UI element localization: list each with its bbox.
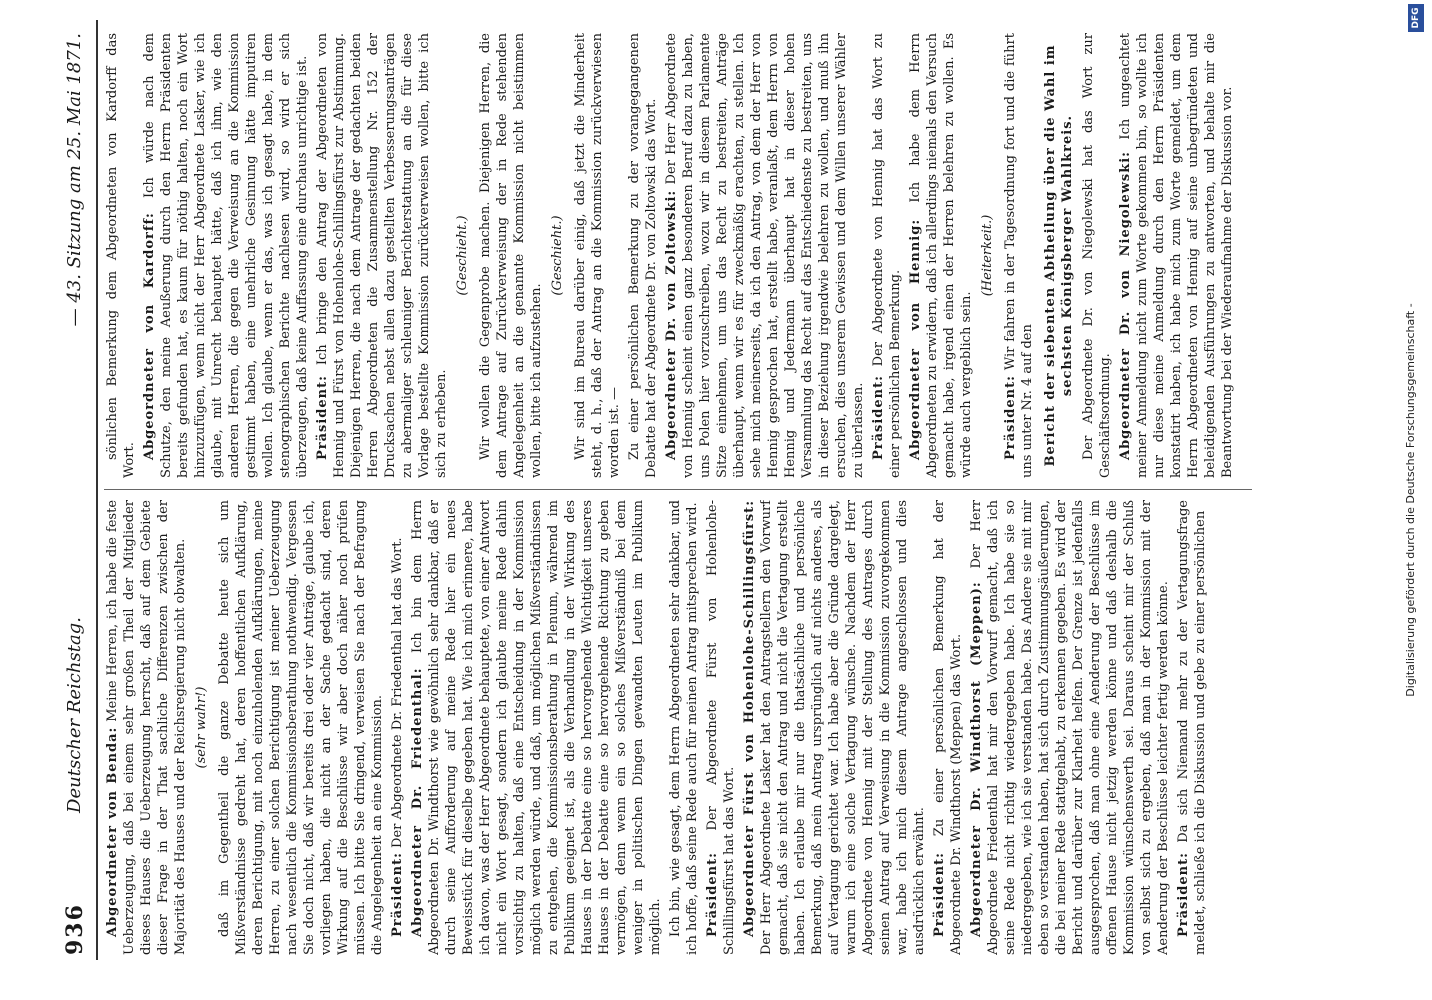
- paragraph: [907, 33, 975, 478]
- paragraph: [663, 33, 867, 478]
- column-divider: [104, 489, 1252, 490]
- paragraph-text: Der Abgeordnete von Hennig hat das Wort zu einer persönlichen Bemerkung.: [871, 33, 903, 478]
- paragraph: [216, 500, 386, 955]
- stage-note: (Geschieht.): [550, 215, 565, 296]
- paragraph-text: Wir fahren in der Tagesordnung fort und die führt uns unter Nr. 4 auf den: [1003, 33, 1035, 478]
- journal-title: Deutscher Reichstag.: [64, 617, 85, 813]
- paragraph-text: Ich bin dem Herrn Abgeordneten Dr. Windthorst wie gewöhnlich sehr dankbar, daß er durch seine Aufforderung auf meine Rede hier ein neues Beweisstück für dieselbe gegeben hat. Wie ich mich erinnere, habe ich davon, was der Herr Abgeordnete behauptete, von einer Antwort nicht ein Wort gesagt, sondern ich glaubte meine Rede dahin vorsichtig zu halten, daß eine Entscheidung in der Kommission möglich werden würde, und daß, um möglichen Mißverständnissen zu entgehen, die Kommissionsberathung in Plenum, während im Publikum geeignet ist, als die Verhandlung in der Wirkung des Hauses in der Debatte eine so hervorgehende Wichtigkeit unseres Hauses in der Debatte eine so hervorgehende Richtung zu geben vermögen, denn wenn ein so solches Mißverständniß bei dem weniger in politischen Dingen gewandten Leuten im Publikum möglich.: [410, 500, 663, 955]
- paragraph: [870, 33, 904, 478]
- speaker-name: Abgeordneter von Kardorff:: [142, 212, 157, 460]
- paragraph-text: Ich ungeachtet meiner Anmeldung nicht zum Worte gekommen bin, so wollte ich nur diese meine Anmeldung durch den Herrn Präsidenten konstatirt haben, ich habe mich zum Worte gemeldet, um dem Herrn Abgeordneten von Hennig auf seine unbegründeten und beleidigenden Ausführungen zu antworten, und behalte mir die Beantwortung bei der Wiederaufnahme der Diskussion vor.: [1118, 33, 1235, 478]
- paragraph-text: Ich habe dem Herrn Abgeordneten zu erwidern, daß ich allerdings niemals den Versuch gemacht habe, irgend einen der Herren belehren zu wollen. Es würde auch vergeblich sein.: [908, 33, 974, 478]
- speaker-name: Präsident:: [390, 852, 405, 937]
- header-rule: [96, 20, 98, 960]
- paragraph-text: Zu einer persönlichen Bemerkung hat der Abgeordnete Dr. Windthorst (Meppen) das Wort.: [932, 500, 964, 955]
- speaker-name: Abgeordneter Fürst von Hohenlohe-Schillingsfürst:: [742, 500, 757, 937]
- paragraph-text: Da sich Niemand mehr zu der Vertagungsfrage meldet, schließe ich die Diskussion und gebe zu einer persönlichen: [1176, 500, 1208, 955]
- speaker-name: Abgeordneter von Benda:: [105, 726, 120, 937]
- paragraph: [1002, 33, 1036, 478]
- paragraph-text: Meine Herren, ich habe die feste Ueberzeugung, daß bei einem sehr großen Theil der Mitglieder dieses Hauses die Ueberzeugung herrscht, daß auf dem Gebiete dieser Frage in der That sachliche Differenzen zwischen der Majorität des Hauses und der Reichsregierung nicht obwalten.: [105, 500, 188, 955]
- speaker-name: Präsident:: [1176, 852, 1191, 937]
- speaker-name: Präsident:: [932, 852, 947, 937]
- paragraph-text: Wir sind im Bureau darüber einig, daß jetzt die Minderheit steht, d. h., daß der Antrag an die Kommission zurückverwiesen worden ist. —: [573, 33, 622, 478]
- digitization-footer: Digitalisierung gefördert durch die Deutsche Forschungsgemeinschaft -: [1404, 303, 1417, 697]
- speaker-name: Präsident:: [705, 852, 720, 937]
- paragraph: [931, 500, 965, 955]
- paragraph: [667, 500, 701, 955]
- paragraph-text: Ich bringe den Antrag der Abgeordneten von Hennig und Fürst von Hohenlohe-Schillingsfürst zur Abstimmung. Diejenigen Herren, die nach dem Antrage der gedachten beiden Herren Abgeordneten die Zusammenstellung Nr. 152 der Drucksachen nebst allen dazu gestellten Verbesserungsanträgen zu abermaliger schleuniger Berichterstattung an die für diese Vorlage bestellte Kommission zurückverweisen wollen, bitte ich sich zu erheben.: [315, 33, 449, 478]
- stage-note: (Heiterkeit.): [980, 214, 995, 297]
- paragraph-text: Der Abgeordnete Dr. von Niegolewski hat das Wort zur Geschäftsordnung.: [1081, 33, 1113, 478]
- paragraph: [572, 33, 623, 478]
- left-column: [104, 500, 1252, 955]
- paragraph-text: daß im Gegentheil die ganze Debatte heute sich um Mißverständnisse gedreht hat, deren hoffentlichen Aufklärung, deren Berichtigung, mit noch einzuholenden Aufklärungen, meine Herren, zu einer solchen Berichtigung ist meiner Ueberzeugung nach wesentlich die Kommissionsberathung nothwendig. Vergessen Sie doch nicht, daß wir bereits drei oder vier Anträge, glaube ich, vorliegen haben, die nicht an der Sache gedacht sind, deren Wirkung auf die Beschlüsse wir aber doch näher noch prüfen müssen. Ich bitte Sie dringend, verweisen Sie nach der Befragung die Angelegenheit an eine Kommission.: [217, 500, 385, 955]
- speaker-name: Abgeordneter Dr. von Niegolewski:: [1118, 151, 1133, 460]
- page-header: [52, 33, 94, 955]
- speaker-name: Präsident:: [1003, 375, 1018, 460]
- dfg-badge: DFG: [1408, 4, 1424, 32]
- paragraph: [1175, 500, 1209, 955]
- stage-note: (Geschieht.): [455, 215, 470, 296]
- speaker-name: Abgeordneter von Hennig:: [908, 218, 923, 460]
- paragraph-text: Der Abgeordnete Fürst von Hohenlohe-Schillingsfürst hat das Wort.: [705, 500, 737, 955]
- paragraph: [389, 500, 406, 955]
- paragraph: [1117, 33, 1236, 478]
- paragraph: [968, 500, 1172, 955]
- paragraph: [104, 33, 138, 478]
- paragraph-text: Der Herr Abgeordnete von Hennig scheint einen ganz besonderen Beruf dazu zu haben, uns Polen hier vorzuschreiben, wozu wir in diesem Parlamente Sitze einnehmen, um uns das Recht zu bestreiten, Anträge überhaupt, wenn wir es für zweckmäßig erachten, zu stellen. Ich sehe mich meinerseits, da ich den Antrag, von dem der Herr von Hennig gesprochen hat, erstellt habe, veranlaßt, dem Herrn von Hennig und Jedermann überhaupt hat in dieser hohen Versammlung das Recht auf das Entschiedenste zu bestreiten, uns in dieser Beziehung irgendwie belehren zu wollen, und muß ihn ersuchen, dies unserem Gewissen und dem Willen unserer Wähler zu überlassen.: [664, 33, 866, 478]
- speaker-name: Abgeordneter Dr. Friedenthal:: [410, 667, 425, 937]
- paragraph: [741, 500, 928, 955]
- paragraph-text: Ich bin, wie gesagt, dem Herrn Abgeordneten sehr dankbar, und ich hoffe, daß seine Rede auch für meinen Antrag mitsprechen wird.: [668, 500, 700, 955]
- paragraph-text: Zu einer persönlichen Bemerkung zu der vorangegangenen Debatte hat der Abgeordnete Dr. von Zoltowski das Wort.: [627, 33, 659, 478]
- page-number: 936: [62, 903, 88, 955]
- paragraph: [1080, 33, 1114, 478]
- speaker-name: Abgeordneter Dr. Windthorst (Meppen):: [969, 581, 984, 937]
- paragraph: [314, 33, 450, 478]
- paragraph-text: Der Herr Abgeordnete Lasker hat den Antragstellern den Vorwurf gemacht, daß sie nicht den Antrag und nicht die Vertagung erstellt haben. Ich erlaube mir nur die thatsächliche und persönliche Bemerkung, daß mein Antrag ursprünglich auf nichts anderes, als auf Vertagung gerichtet war. Ich habe aber die Gründe dargelegt, warum ich eine solche Vertagung wünsche. Nachdem der Herr Abgeordnete von Hennig mit der Stellung des Antrages durch seinen Antrag auf Verweisung in die Kommission zuvorgekommen war, habe ich mich diesem Antrage angeschlossen und dies ausdrücklich erwähnt.: [759, 500, 927, 955]
- speaker-name: Präsident:: [871, 375, 886, 460]
- section-heading: Bericht der siebenten Abtheilung über die Wahl im sechsten Königsberger Wahlkreis.: [1043, 44, 1075, 467]
- speaker-name: Präsident:: [315, 375, 330, 460]
- paragraph: [104, 500, 189, 955]
- paragraph: [704, 500, 738, 955]
- right-column: [104, 33, 1252, 478]
- paragraph-text: Der Herr Abgeordnete Friedenthal hat mir den Vorwurf gemacht, daß ich seine Rede nicht richtig wiedergegeben habe. Ich habe sie so niedergegeben, wie ich sie verstanden habe. Das Andere sie mit mir eben so verstanden haben, hat sich durch Zustimmungsäußerungen, die bei meiner Rede stattgehabt, zu erkennen gegeben. Es wird der Bericht und darüber zur Klarheit helfen. Der Grenze ist jedenfalls ausgesprochen, daß man ohne eine Aenderung der Beschlüsse im offenen Hause nicht jetzig werden könne und daß deshalb die Kommission wünschenswerth sei. Daraus scheint mir der Schluß von selbst sich zu ergeben, daß man in der Kommission mit der Aenderung der Beschlüsse leichter fertig werden könne.: [969, 500, 1171, 955]
- paragraph: [141, 33, 311, 478]
- stage-note: (sehr wahr!): [194, 686, 209, 769]
- speaker-name: Abgeordneter Dr. von Zoltowski:: [664, 189, 679, 460]
- session-title: — 43. Sitzung am 25. Mai 1871.: [64, 33, 85, 327]
- paragraph-text: Ich würde nach dem Schutze, den meine Aeußerung durch den Herrn Präsidenten bereits gefunden hat, es kaum für nöthig halten, noch ein Wort hinzuzufügen, wenn nicht der Herr Abgeordnete Lasker, wie ich glaube, mit Unrecht behauptet hätte, daß ich ihm, wie den anderen Herren, die gegen die Verweisung an die Kommission gestimmt haben, eine unehrliche Gesinnung hätte imputiren wollen. Ich glaube, wenn er das, was ich gesagt habe, in dem stenographischen Berichte nachlesen wird, so wird er sich überzeugen, daß keine Auffassung eine durchaus unrichtige ist.: [142, 33, 310, 478]
- paragraph: [626, 33, 660, 478]
- paragraph: [477, 33, 545, 478]
- paragraph-text: Wir wollen die Gegenprobe machen. Diejenigen Herren, die dem Antrage auf Zurückverweisung der in Rede stehenden Angelegenheit an die genannte Kommission nicht beistimmen wollen, bitte ich aufzustehen.: [478, 33, 544, 478]
- paragraph-text: sönlichen Bemerkung dem Abgeordneten von Kardorff das Wort.: [105, 33, 137, 478]
- paragraph: [409, 500, 664, 955]
- paragraph-text: Der Abgeordnete Dr. Friedenthal hat das Wort.: [390, 537, 405, 848]
